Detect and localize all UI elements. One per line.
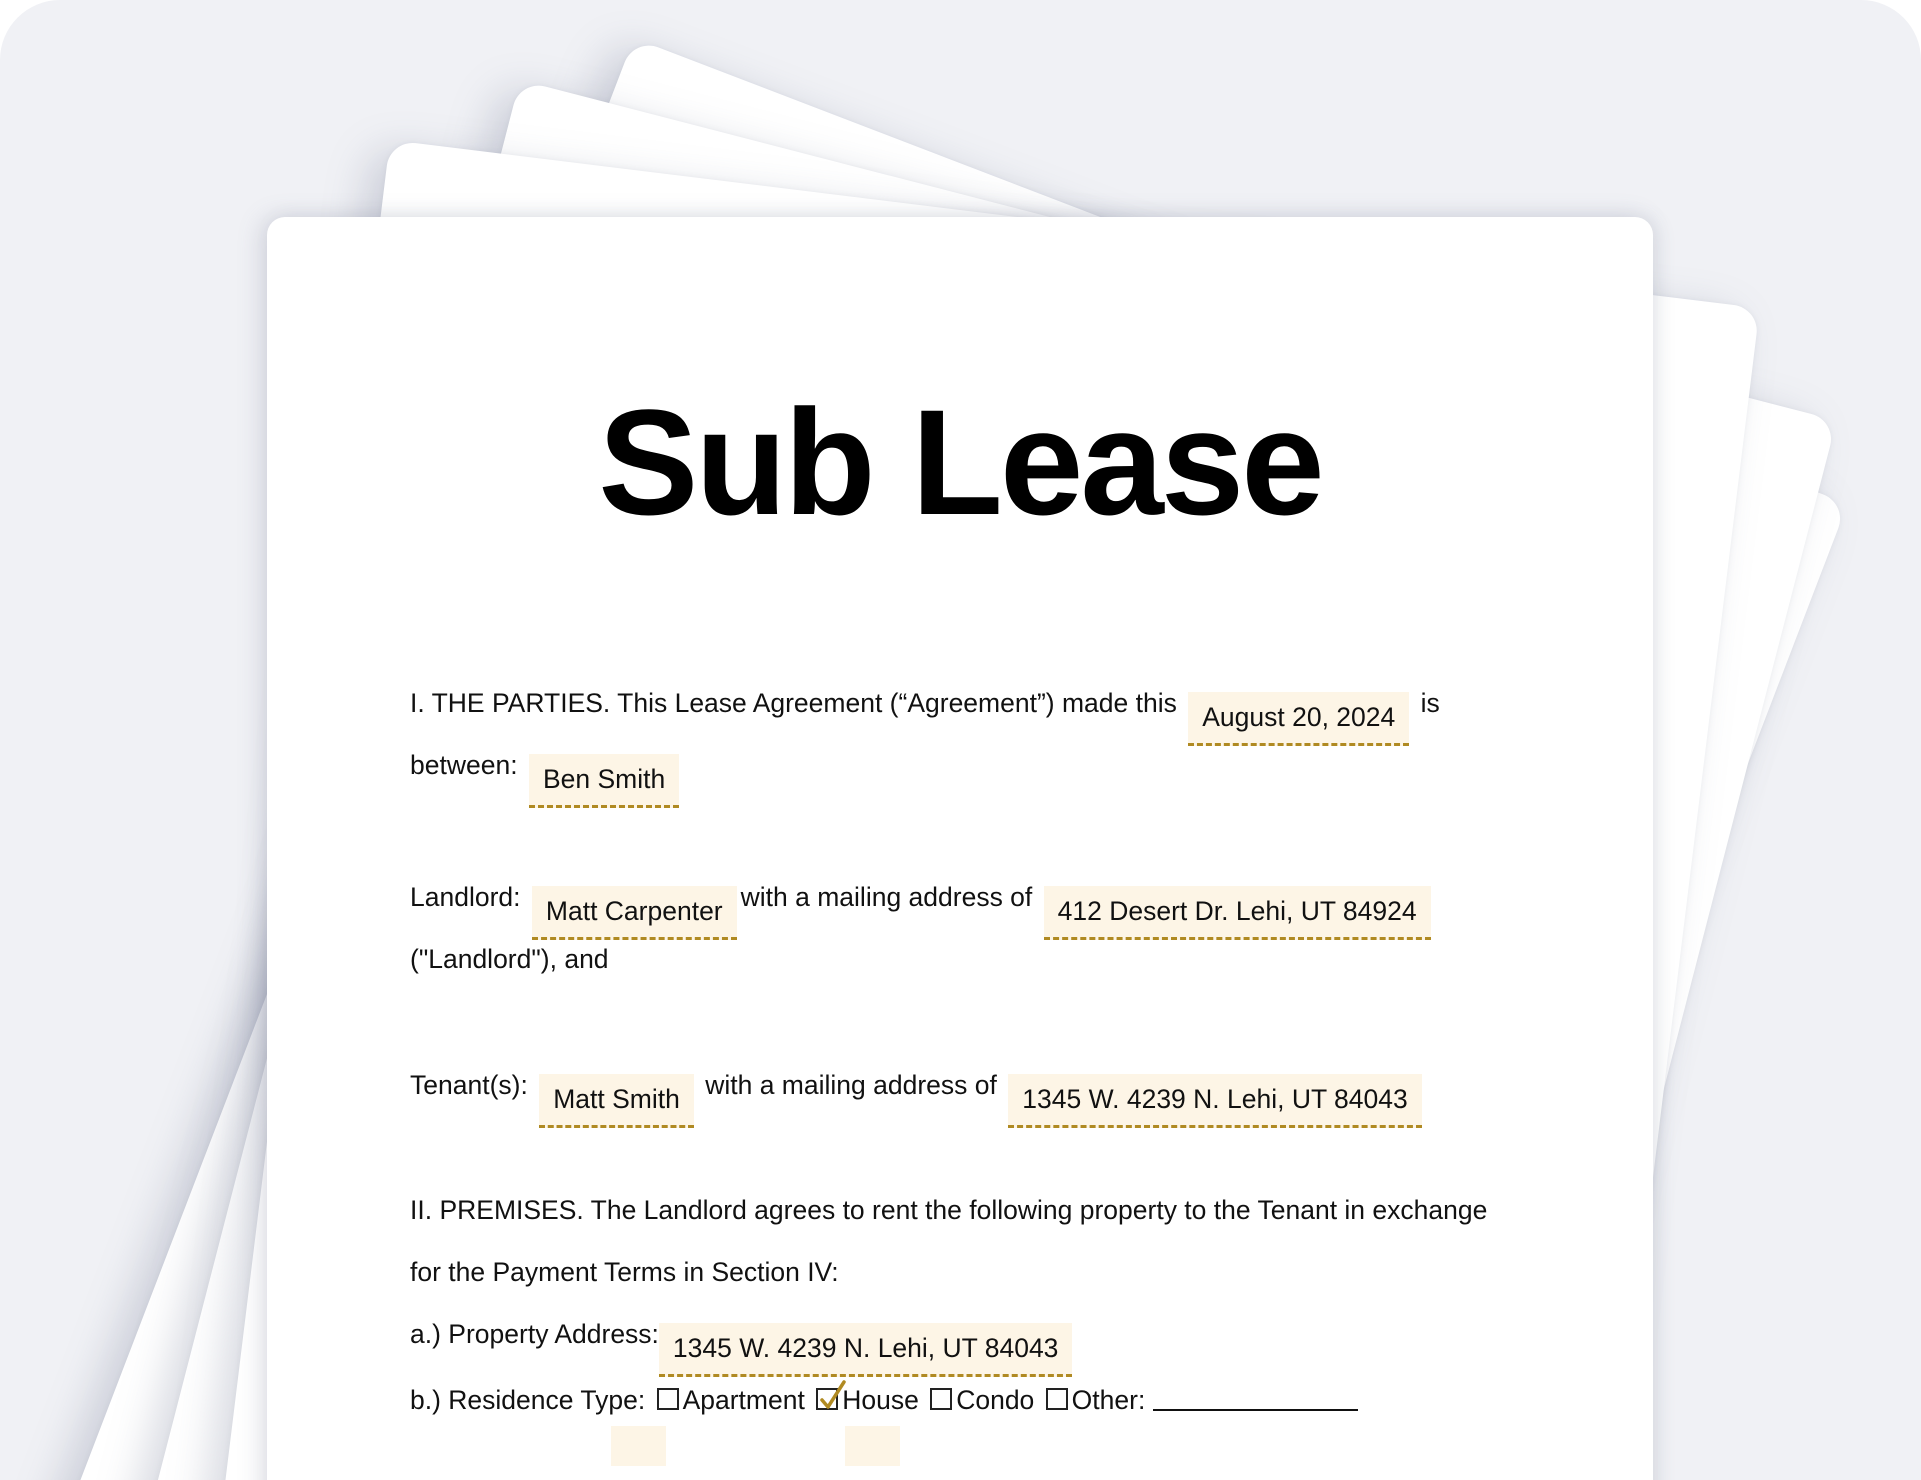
premises-text-2: for the Payment Terms in Section IV: — [410, 1257, 839, 1287]
landlord-suffix: ("Landlord"), and — [410, 944, 609, 974]
between-name-field[interactable]: Ben Smith — [529, 754, 679, 808]
premises-line-2 — [410, 1252, 839, 1292]
agreement-date-field[interactable]: August 20, 2024 — [1188, 692, 1409, 746]
property-address-field[interactable]: 1345 W. 4239 N. Lehi, UT 84043 — [659, 1323, 1073, 1377]
apartment-label: Apartment — [682, 1385, 805, 1415]
house-checkbox[interactable] — [816, 1388, 838, 1410]
other-checkbox[interactable] — [1046, 1388, 1068, 1410]
parties-is: is — [1420, 688, 1440, 718]
landlord-suffix-line — [410, 939, 609, 979]
property-address-line — [410, 1314, 1076, 1363]
condo-label: Condo — [956, 1385, 1035, 1415]
property-address-label: a.) Property Address: — [410, 1319, 659, 1349]
field-partial[interactable] — [845, 1426, 900, 1466]
premises-text-1: II. PREMISES. The Landlord agrees to rent the following property to the Tenant in exchange — [410, 1195, 1488, 1225]
tenant-label: Tenant(s): — [410, 1070, 528, 1100]
landlord-label: Landlord: — [410, 882, 521, 912]
other-label: Other: — [1071, 1385, 1146, 1415]
tenant-address-field[interactable]: 1345 W. 4239 N. Lehi, UT 84043 — [1008, 1074, 1422, 1128]
tenant-line — [410, 1065, 1426, 1114]
document-title: Sub Lease — [598, 378, 1322, 546]
checkmark-icon — [820, 1380, 846, 1410]
field-partial[interactable] — [611, 1426, 666, 1466]
apartment-checkbox[interactable] — [657, 1388, 679, 1410]
document-page — [267, 217, 1653, 1480]
house-label: House — [842, 1385, 919, 1415]
residence-type-label: b.) Residence Type: — [410, 1385, 646, 1415]
parties-intro: I. THE PARTIES. This Lease Agreement (“Agreement”) made this — [410, 688, 1177, 718]
condo-checkbox[interactable] — [930, 1388, 952, 1410]
landlord-address-field[interactable]: 412 Desert Dr. Lehi, UT 84924 — [1044, 886, 1431, 940]
landlord-line — [410, 877, 1435, 926]
landlord-mailing-label: with a mailing address of — [740, 882, 1033, 912]
parties-line-1 — [410, 683, 1440, 732]
parties-line-2 — [410, 745, 683, 794]
landlord-name-field[interactable]: Matt Carpenter — [532, 886, 737, 940]
tenant-mailing-label: with a mailing address of — [705, 1070, 997, 1100]
premises-line-1 — [410, 1190, 1487, 1230]
other-blank-field[interactable] — [1153, 1387, 1358, 1411]
between-label: between: — [410, 750, 518, 780]
tenant-name-field[interactable]: Matt Smith — [539, 1074, 694, 1128]
residence-type-line — [410, 1380, 1358, 1420]
